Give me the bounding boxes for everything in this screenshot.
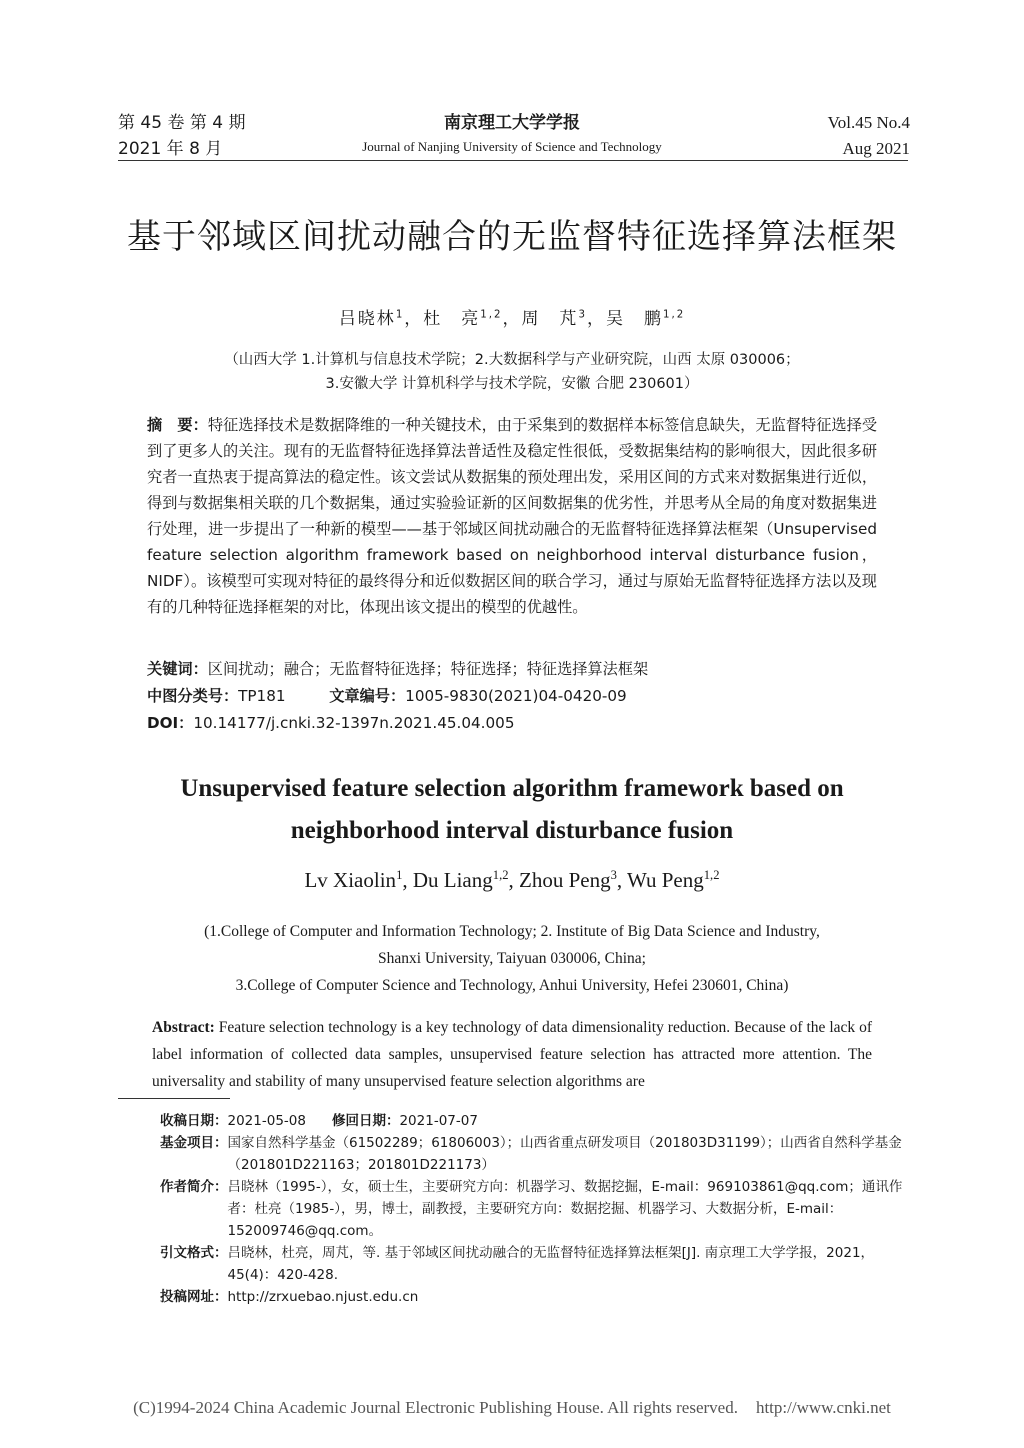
header-center [260,110,764,158]
submission-url-label: 投稿网址： [160,1289,228,1305]
abstract-en [152,1014,872,1095]
author-en: Lv Xiaolin$^1$ [304,868,403,892]
received-label: 收稿日期： [160,1113,228,1129]
volume-issue-en: Vol.45 No.4 [827,113,910,132]
citation-value: 吕晓林，杜亮，周芃，等. 基于邻域区间扰动融合的无监督特征选择算法框架[J]. 南京理工大学学报，2021，45(4)：420-428. [227,1245,875,1283]
authors-en: Lv Xiaolin$^1$, Du Liang$^{1,2}$, Zhou Peng$^3$, Wu Peng$^{1,2}$ [304,868,720,892]
author-en: Du Liang$^{1,2}$ [412,868,509,892]
abstract-cn-text: 特征选择技术是数据降维的一种关键技术，由于采集到的数据样本标签信息缺失，无监督特征选择受到了更多人的关注。现有的无监督特征选择算法普适性及稳定性很低，受数据集结构的影响很大，因此很多研究者一直热衷于提高算法的稳定性。该文尝试从数据集的预处理出发，采用区间的方式来对数据集进行近似，得到与数据集相关联的几个数据集，通过实验验证新的区间数据集的优劣性，并思考从全局的角度对数据集进行处理，进一步提出了一种新的模型——基于邻域区间扰动融合的无监督特征选择算法框架（Unsupervised feature selection algorithm framework based on neighborhood interval disturbance fusion，NIDF）。该模型可实现对特征的最终得分和近似数据区间的联合学习，通过与原始无监督特征选择方法以及现有的几种特征选择框架的对比，体现出该文提出的模型的优越性。 [147,416,878,616]
journal-name-cn: 南京理工大学学报 [444,113,580,133]
keywords [147,656,877,682]
header-right [828,110,910,162]
clc-label: 中图分类号： [147,687,239,705]
affiliation-line: （山西大学 1.计算机与信息技术学院；2.大数据科学与产业研究院，山西 太原 030006； [224,352,800,368]
header-left [118,110,245,162]
footnotes [160,1110,910,1308]
copyright-text: (C)1994-2024 China Academic Journal Electronic Publishing House. All rights reserved. [133,1398,738,1417]
paper-title-en [0,768,1024,852]
bio-value: 吕晓林（1995-），女，硕士生，主要研究方向：机器学习、数据挖掘，E-mail：969103861@qq.com；通讯作者：杜亮（1985-），男，博士，副教授，主要研究方向：数据挖掘、机器学习、大数据分析，E-mail：152009746@qq.com。 [227,1179,903,1239]
abstract-cn-label: 摘 要： [147,416,208,434]
affiliation-line: (1.College of Computer and Information Technology; 2. Institute of Big Data Science and Industry, [204,923,820,940]
footnote-divider [118,1098,230,1099]
submission-url-value[interactable]: http://zrxuebao.njust.edu.cn [227,1289,419,1305]
affiliation-line: Shanxi University, Taiyuan 030006, China; [378,950,646,967]
title-en-line: neighborhood interval disturbance fusion [290,817,734,844]
authors-cn: 吕晓林$^1$，杜 亮$^{1,2}$，周 芃$^3$，吴 鹏$^{1,2}$ [338,309,686,329]
title-en-line: Unsupervised feature selection algorithm framework based on [180,775,844,802]
author-cn: 吴 鹏$^{1,2}$ [605,309,686,329]
date-en: Aug 2021 [842,139,910,158]
footnote-dates [160,1110,910,1132]
author-cn: 吕晓林$^1$ [338,309,405,329]
copyright-notice [0,1398,1024,1418]
abstract-en-label: Abstract: [152,1019,215,1036]
revised-label: 修回日期： [331,1113,400,1129]
author-en: Wu Peng$^{1,2}$ [627,868,720,892]
revised-value: 2021-07-07 [399,1113,478,1129]
article-number-label: 文章编号： [329,687,406,705]
footnote-bio [160,1176,910,1242]
doi-value: 10.14177/j.cnki.32-1397n.2021.45.04.005 [193,714,515,732]
fund-label: 基金项目： [160,1135,228,1151]
footnote-fund [160,1132,910,1176]
abstract-en-text: Feature selection technology is a key technology of data dimensionality reduction. Because of the lack of label information of collected data samples, unsupervised feature selection has attracted more attention. The universality and stability of many unsupervised feature selection algorithms are [152,1019,873,1090]
cnki-link[interactable]: http://www.cnki.net [755,1398,891,1417]
received-value: 2021-05-08 [227,1113,306,1129]
volume-issue-cn: 第 45 卷 第 4 期 [118,113,246,133]
abstract-cn [147,412,877,620]
author-cn: 杜 亮$^{1,2}$ [423,309,503,329]
footnote-url [160,1286,910,1308]
header-divider [118,160,908,161]
journal-name-en: Journal of Nanjing University of Science and Technology [362,139,662,154]
clc-value: TP181 [238,687,286,705]
affiliations-cn [0,348,1024,396]
affiliation-line: 3.安徽大学 计算机科学与技术学院，安徽 合肥 230601） [325,376,699,392]
keywords-label: 关键词： [147,660,208,678]
affiliation-line: 3.College of Computer Science and Technology, Anhui University, Hefei 230601, China) [235,977,789,994]
fund-value: 国家自然科学基金（61502289；61806003）；山西省重点研发项目（201803D31199）；山西省自然科学基金（201801D221163；201801D221173） [227,1135,902,1173]
paper-title-cn: 基于邻域区间扰动融合的无监督特征选择算法框架 [127,217,897,257]
article-number-value: 1005-9830(2021)04-0420-09 [405,687,627,705]
keywords-text: 区间扰动；融合；无监督特征选择；特征选择；特征选择算法框架 [207,660,649,678]
date-cn: 2021 年 8 月 [118,139,223,159]
doi [147,710,877,736]
classification [147,683,877,709]
author-en: Zhou Peng$^3$ [519,868,617,892]
affiliations-en [0,918,1024,999]
footnote-citation [160,1242,910,1286]
author-cn: 周 芃$^3$ [521,309,587,329]
bio-label: 作者简介： [160,1179,228,1195]
citation-label: 引文格式： [160,1245,228,1261]
doi-label: DOI： [147,714,194,732]
